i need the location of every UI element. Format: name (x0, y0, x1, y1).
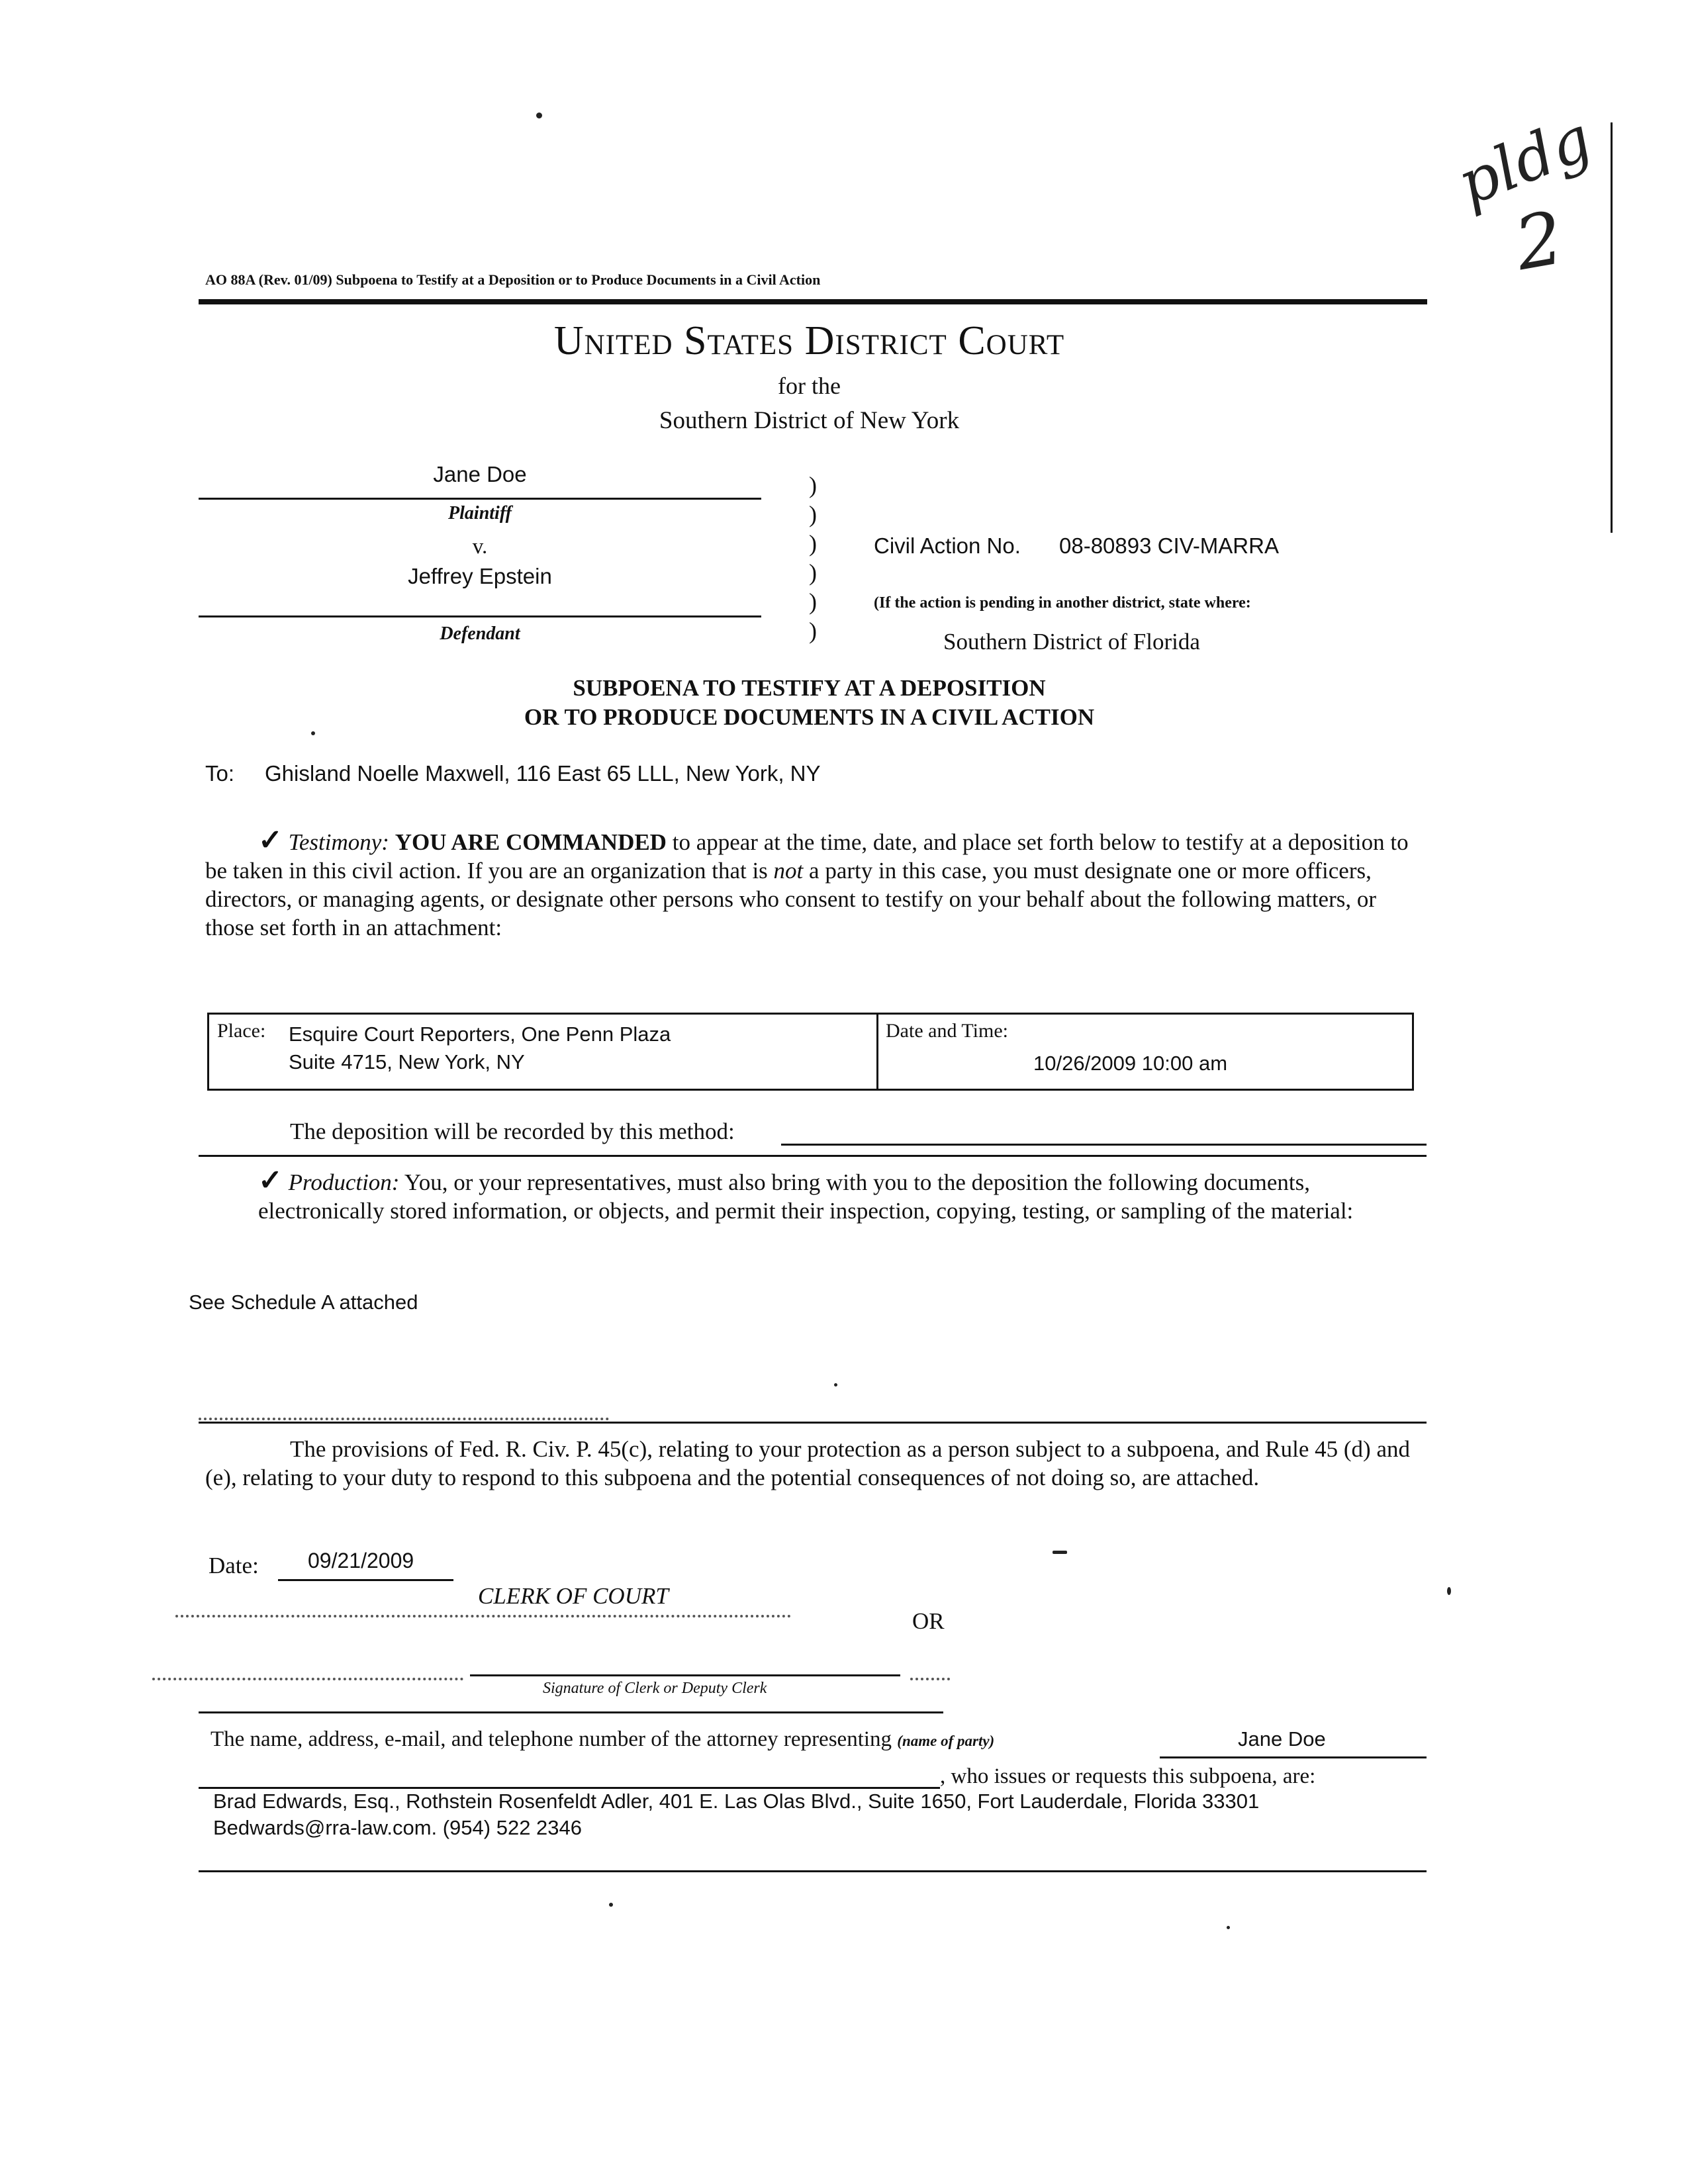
production-text: You, or your representatives, must also bring with you to the deposition the following documents, electronically stored information, or objects, and permit their inspection, copying, testing, or sampling of the material: (258, 1169, 1354, 1224)
schedule-note: See Schedule A attached (189, 1291, 418, 1314)
pending-district: Southern District of Florida (943, 629, 1200, 655)
signature-line (470, 1674, 900, 1676)
place-date-box (207, 1013, 1414, 1091)
testimony-checkmark: ✓ (258, 824, 283, 856)
date-time-value: 10/26/2009 10:00 am (1033, 1052, 1228, 1075)
schedule-rule (199, 1422, 1427, 1424)
margin-note-pldg: pldg (1448, 103, 1601, 220)
provisions-paragraph: The provisions of Fed. R. Civ. P. 45(c), relating to your protection as a person subject to a subpoena, and Rule 45 (d) and (e), relating to your duty to respond to this subpoena and the potential consequences of not doing so, are attached. (205, 1436, 1410, 1490)
caption-paren: ) (809, 588, 817, 615)
dotted-line (199, 1418, 609, 1420)
scan-speck (1447, 1587, 1451, 1595)
testimony-command: YOU ARE COMMANDED (395, 829, 667, 855)
versus: v. (472, 535, 488, 559)
attorney-rule (199, 1711, 943, 1713)
date-time-label: Date and Time: (886, 1020, 1008, 1042)
to-recipient: Ghisland Noelle Maxwell, 116 East 65 LLL, New York, NY (265, 761, 821, 786)
header-rule (199, 299, 1427, 304)
testimony-text-not: not (773, 858, 804, 884)
civil-action-label: Civil Action No. (874, 533, 1021, 558)
caption-paren: ) (809, 530, 817, 557)
attorney-line-text: The name, address, e-mail, and telephone number of the attorney representing (211, 1727, 898, 1751)
caption-paren: ) (809, 559, 817, 586)
testimony-paragraph (205, 826, 1410, 942)
place-date-divider (876, 1015, 878, 1089)
bottom-rule (199, 1870, 1427, 1872)
or-separator: OR (912, 1608, 945, 1634)
plaintiff-rule (199, 498, 761, 500)
defendant-label: Defendant (440, 623, 520, 644)
production-paragraph (258, 1166, 1410, 1225)
court-name: United States District Court (553, 318, 1065, 363)
date-line (278, 1579, 453, 1581)
recording-method-line (781, 1144, 1427, 1146)
production-checkmark: ✓ (258, 1164, 283, 1197)
scan-speck (834, 1383, 837, 1387)
scan-speck (609, 1903, 613, 1907)
to-label: To: (205, 761, 235, 786)
signature-label: Signature of Clerk or Deputy Clerk (543, 1680, 767, 1697)
defendant-name: Jeffrey Epstein (408, 564, 552, 588)
scan-speck (1227, 1926, 1230, 1929)
scan-speck (1053, 1551, 1067, 1554)
name-of-party-label: (name of party) (897, 1733, 995, 1749)
margin-note-number: 2 (1509, 195, 1570, 287)
dotted-line (152, 1678, 463, 1680)
subpoena-title-line1: SUBPOENA TO TESTIFY AT A DEPOSITION (573, 675, 1046, 701)
party-name: Jane Doe (1238, 1727, 1326, 1751)
plaintiff-label: Plaintiff (448, 503, 512, 523)
defendant-rule (199, 615, 761, 617)
civil-action-number: 08-80893 CIV-MARRA (1059, 533, 1279, 558)
dotted-line (910, 1678, 950, 1680)
form-id: AO 88A (Rev. 01/09) Subpoena to Testify at a Deposition or to Produce Documents in a Civil Action (205, 271, 821, 288)
caption-paren: ) (809, 617, 817, 644)
clerk-of-court: CLERK OF COURT (478, 1583, 669, 1609)
attorney-contact-line2: Bedwards@rra-law.com. (954) 522 2346 (213, 1816, 583, 1839)
production-label: Production: (288, 1169, 400, 1195)
dotted-line (175, 1615, 791, 1617)
subpoena-title-line2: OR TO PRODUCE DOCUMENTS IN A CIVIL ACTION (524, 704, 1095, 730)
date-label: Date: (209, 1553, 259, 1578)
place-label: Place: (217, 1020, 266, 1042)
testimony-text-b: a party in this case, you must designate one or more officers, directors, or managing agents, or designate other persons who consent to testify on your behalf about the following matters, or those set forth in an attachment: (205, 858, 1377, 940)
caption-paren: ) (809, 472, 817, 498)
recording-method-label: The deposition will be recorded by this method: (290, 1118, 735, 1144)
caption-paren: ) (809, 501, 817, 527)
issues-line (199, 1787, 940, 1789)
testimony-label: Testimony: (288, 829, 389, 855)
scan-speck (311, 731, 315, 735)
plaintiff-name: Jane Doe (433, 462, 527, 486)
issues-text: , who issues or requests this subpoena, are: (940, 1764, 1316, 1788)
recording-rule (199, 1155, 1427, 1157)
date-value: 09/21/2009 (308, 1549, 414, 1572)
court-district: Southern District of New York (659, 407, 960, 434)
place-line2: Suite 4715, New York, NY (289, 1050, 525, 1073)
testimony-text-a: to appear at the time, date, and place set forth below to testify at a deposition to be taken in this civil action. If you are an organization that is (205, 829, 1409, 884)
attorney-address-line1: Brad Edwards, Esq., Rothstein Rosenfeldt Adler, 401 E. Las Olas Blvd., Suite 1650, Fort Lauderdale, Florida 33301 (213, 1790, 1260, 1813)
place-line1: Esquire Court Reporters, One Penn Plaza (289, 1023, 671, 1046)
pending-note: (If the action is pending in another district, state where: (874, 594, 1251, 612)
court-for-the: for the (778, 373, 841, 399)
party-name-line (1160, 1756, 1427, 1758)
scan-speck (536, 113, 542, 118)
attorney-representing-text (211, 1727, 994, 1752)
